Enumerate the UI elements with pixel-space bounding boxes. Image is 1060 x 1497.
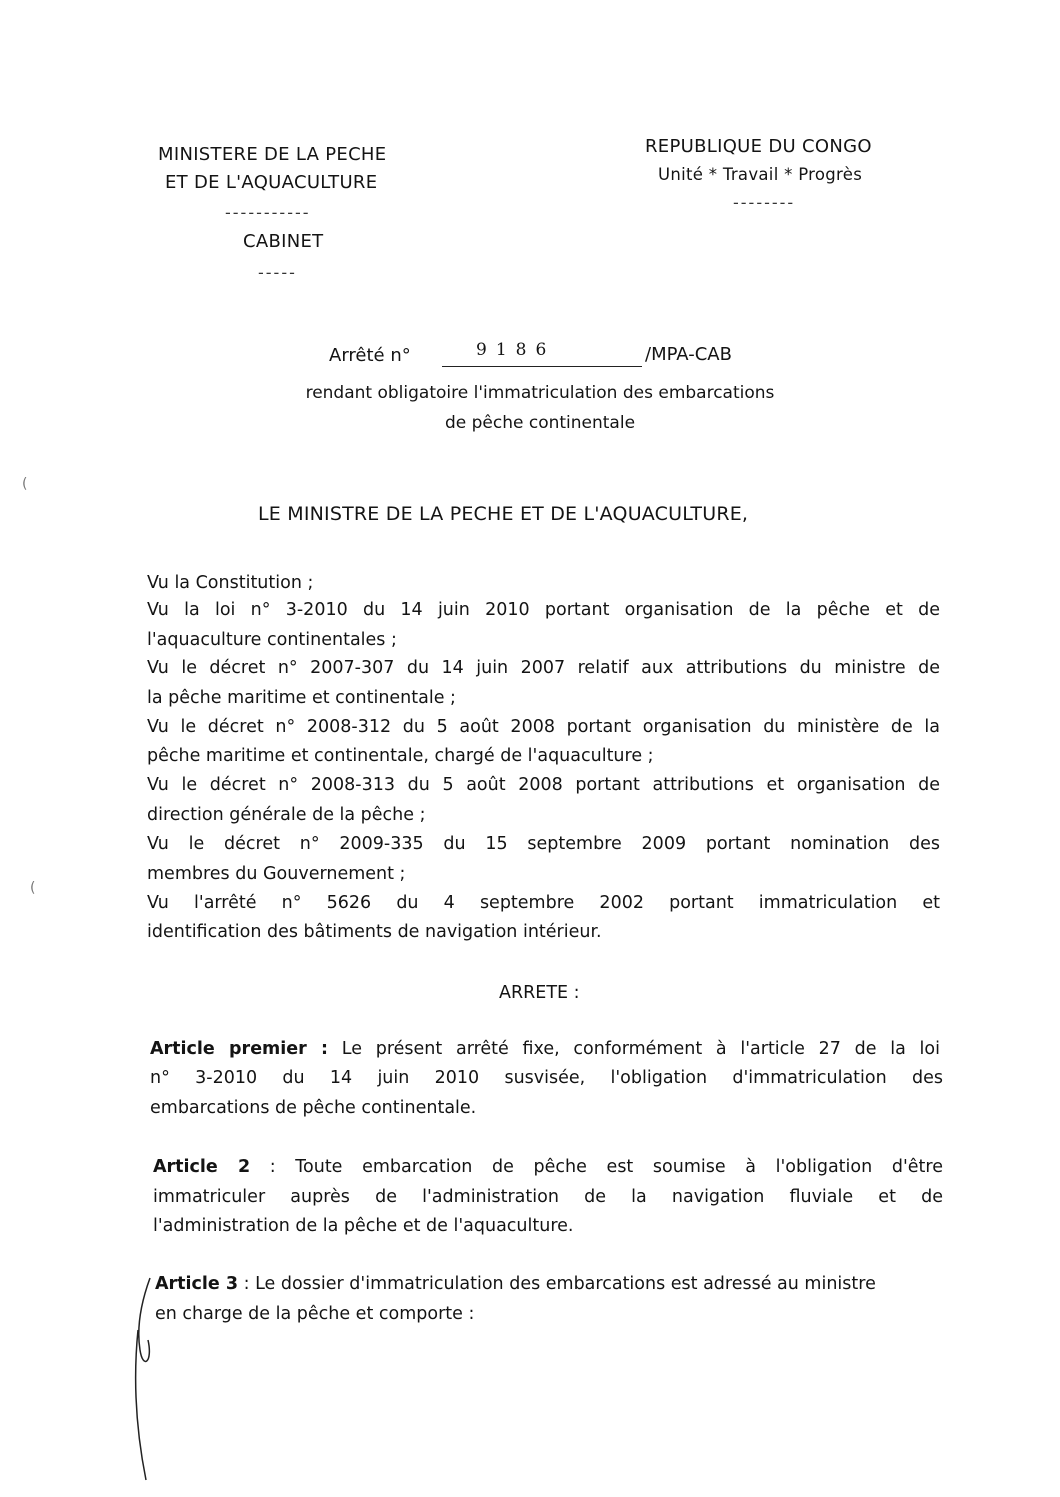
article-2-line3: l'administration de la pêche et de l'aquaculture. bbox=[153, 1216, 574, 1236]
article-2-line1 bbox=[153, 1157, 943, 1177]
vu-line: pêche maritime et continentale, chargé de l'aquaculture ; bbox=[147, 746, 654, 766]
cabinet-label: CABINET bbox=[243, 231, 324, 252]
vu-line: l'aquaculture continentales ; bbox=[147, 630, 397, 650]
article-1-label: Article premier : bbox=[150, 1039, 329, 1059]
article-1-line2: n° 3-2010 du 14 juin 2010 susvisée, l'obligation d'immatriculation des bbox=[150, 1068, 943, 1088]
article-3-label: Article 3 bbox=[155, 1274, 239, 1294]
vu-line: la pêche maritime et continentale ; bbox=[147, 688, 456, 708]
republic-separator: -------- bbox=[733, 193, 796, 212]
minister-heading: LE MINISTRE DE LA PECHE ET DE L'AQUACULTURE, bbox=[258, 503, 749, 525]
article-1-text: Le présent arrêté fixe, conformément à l'article 27 de la loi bbox=[341, 1039, 940, 1059]
vu-line: direction générale de la pêche ; bbox=[147, 805, 426, 825]
vu-line: Vu le décret n° 2008-313 du 5 août 2008 portant attributions et organisation de bbox=[147, 775, 940, 795]
national-motto: Unité * Travail * Progrès bbox=[658, 165, 863, 184]
decree-label: Arrêté n° bbox=[329, 345, 411, 366]
vu-line: membres du Gouvernement ; bbox=[147, 864, 406, 884]
margin-mark: ( bbox=[30, 880, 36, 896]
vu-line: Vu la Constitution ; bbox=[147, 573, 314, 593]
article-2-line2: immatriculer auprès de l'administration de la navigation fluviale et de bbox=[153, 1187, 943, 1207]
vu-line: Vu le décret n° 2007-307 du 14 juin 2007 relatif aux attributions du ministre de bbox=[147, 658, 940, 678]
decree-number-underline bbox=[442, 366, 642, 367]
ministry-separator: ----------- bbox=[225, 203, 311, 222]
article-3-line2: en charge de la pêche et comporte : bbox=[155, 1304, 475, 1324]
ministry-name-line1: MINISTERE DE LA PECHE bbox=[158, 144, 387, 165]
vu-line: Vu le décret n° 2008-312 du 5 août 2008 portant organisation du ministère de la bbox=[147, 717, 940, 737]
article-3-line1 bbox=[155, 1274, 950, 1294]
vu-line: Vu l'arrêté n° 5626 du 4 septembre 2002 portant immatriculation et bbox=[147, 893, 940, 913]
article-3-text: : Le dossier d'immatriculation des embarcations est adressé au ministre bbox=[243, 1274, 876, 1294]
vu-line: Vu la loi n° 3-2010 du 14 juin 2010 portant organisation de la pêche et de bbox=[147, 600, 940, 620]
arrete-heading: ARRETE : bbox=[499, 983, 580, 1003]
article-1-line1 bbox=[150, 1039, 940, 1059]
article-2-label: Article 2 bbox=[153, 1157, 251, 1177]
decree-subtitle-line1: rendant obligatoire l'immatriculation des embarcations bbox=[305, 383, 775, 403]
decree-subtitle-line2: de pêche continentale bbox=[444, 413, 636, 433]
handwritten-stroke-icon bbox=[128, 1270, 168, 1490]
vu-line: Vu le décret n° 2009-335 du 15 septembre 2009 portant nomination des bbox=[147, 834, 940, 854]
decree-suffix: /MPA-CAB bbox=[645, 344, 732, 365]
ministry-name-line2: ET DE L'AQUACULTURE bbox=[165, 172, 378, 193]
margin-mark: ( bbox=[22, 476, 28, 492]
article-2-text: : Toute embarcation de pêche est soumise à l'obligation d'être bbox=[269, 1157, 943, 1177]
republic-name: REPUBLIQUE DU CONGO bbox=[645, 136, 872, 157]
article-1-line3: embarcations de pêche continentale. bbox=[150, 1098, 477, 1118]
vu-line: identification des bâtiments de navigation intérieur. bbox=[147, 922, 602, 942]
decree-number: 9186 bbox=[476, 340, 556, 360]
cabinet-separator: ----- bbox=[258, 263, 297, 282]
